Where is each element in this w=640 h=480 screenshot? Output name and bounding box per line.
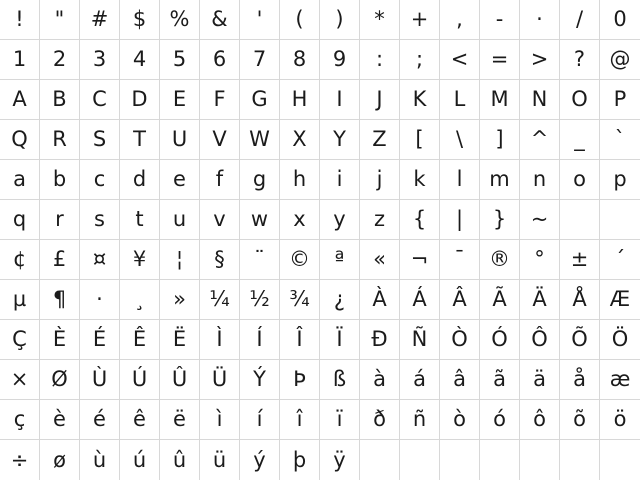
- glyph-cell: Ø: [40, 360, 80, 400]
- glyph-cell: I: [320, 80, 360, 120]
- glyph-cell: õ: [560, 400, 600, 440]
- glyph-cell: E: [160, 80, 200, 120]
- glyph-cell: ÿ: [320, 440, 360, 480]
- glyph-cell: f: [200, 160, 240, 200]
- glyph-cell: Y: [320, 120, 360, 160]
- glyph-cell: $: [120, 0, 160, 40]
- glyph-cell: ä: [520, 360, 560, 400]
- glyph-cell: h: [280, 160, 320, 200]
- glyph-cell: ò: [440, 400, 480, 440]
- glyph-cell: à: [360, 360, 400, 400]
- glyph-cell: C: [80, 80, 120, 120]
- glyph-cell: g: [240, 160, 280, 200]
- glyph-cell: #: [80, 0, 120, 40]
- glyph-cell: Û: [160, 360, 200, 400]
- glyph-cell: b: [40, 160, 80, 200]
- glyph-cell: c: [80, 160, 120, 200]
- glyph-cell: å: [560, 360, 600, 400]
- glyph-cell: ã: [480, 360, 520, 400]
- glyph-cell: Á: [400, 280, 440, 320]
- glyph-cell: û: [160, 440, 200, 480]
- glyph-cell: Ý: [240, 360, 280, 400]
- glyph-cell-empty: [520, 440, 560, 480]
- glyph-cell: Ê: [120, 320, 160, 360]
- glyph-cell: ú: [120, 440, 160, 480]
- glyph-cell: T: [120, 120, 160, 160]
- glyph-cell: È: [40, 320, 80, 360]
- glyph-cell: ·: [80, 280, 120, 320]
- glyph-cell: ·: [520, 0, 560, 40]
- glyph-cell: «: [360, 240, 400, 280]
- glyph-cell: q: [0, 200, 40, 240]
- glyph-cell: >: [520, 40, 560, 80]
- glyph-cell: ÷: [0, 440, 40, 480]
- glyph-cell: Ñ: [400, 320, 440, 360]
- glyph-cell: ¢: [0, 240, 40, 280]
- glyph-cell: Ç: [0, 320, 40, 360]
- glyph-cell: ]: [480, 120, 520, 160]
- glyph-cell: ¸: [120, 280, 160, 320]
- glyph-cell: Ä: [520, 280, 560, 320]
- glyph-cell: ?: [560, 40, 600, 80]
- glyph-cell: ý: [240, 440, 280, 480]
- glyph-cell: §: [200, 240, 240, 280]
- glyph-cell: x: [280, 200, 320, 240]
- glyph-cell: v: [200, 200, 240, 240]
- glyph-cell: 6: [200, 40, 240, 80]
- glyph-cell: L: [440, 80, 480, 120]
- glyph-cell: ð: [360, 400, 400, 440]
- glyph-cell: Ò: [440, 320, 480, 360]
- glyph-cell: 1: [0, 40, 40, 80]
- glyph-cell: 3: [80, 40, 120, 80]
- glyph-cell-empty: [400, 440, 440, 480]
- glyph-cell: :: [360, 40, 400, 80]
- glyph-cell: |: [440, 200, 480, 240]
- glyph-cell: -: [480, 0, 520, 40]
- glyph-cell: Õ: [560, 320, 600, 360]
- glyph-cell: j: [360, 160, 400, 200]
- glyph-cell: S: [80, 120, 120, 160]
- glyph-cell: ¿: [320, 280, 360, 320]
- glyph-cell: y: [320, 200, 360, 240]
- glyph-cell: ;: [400, 40, 440, 80]
- glyph-cell: 8: [280, 40, 320, 80]
- glyph-cell: Æ: [600, 280, 640, 320]
- glyph-cell: d: [120, 160, 160, 200]
- glyph-cell: ¦: [160, 240, 200, 280]
- glyph-cell: ×: [0, 360, 40, 400]
- glyph-cell: î: [280, 400, 320, 440]
- glyph-cell: °: [520, 240, 560, 280]
- glyph-cell: ù: [80, 440, 120, 480]
- glyph-cell: »: [160, 280, 200, 320]
- glyph-cell: ¤: [80, 240, 120, 280]
- glyph-cell: ,: [440, 0, 480, 40]
- glyph-cell: ~: [520, 200, 560, 240]
- glyph-cell: J: [360, 80, 400, 120]
- glyph-cell: ü: [200, 440, 240, 480]
- glyph-cell: l: [440, 160, 480, 200]
- glyph-cell: }: [480, 200, 520, 240]
- glyph-cell: ¨: [240, 240, 280, 280]
- glyph-cell-empty: [440, 440, 480, 480]
- glyph-cell: ¼: [200, 280, 240, 320]
- glyph-cell: G: [240, 80, 280, 120]
- glyph-cell: þ: [280, 440, 320, 480]
- glyph-cell: ½: [240, 280, 280, 320]
- glyph-cell: +: [400, 0, 440, 40]
- glyph-cell-empty: [480, 440, 520, 480]
- glyph-cell: t: [120, 200, 160, 240]
- glyph-cell-empty: [600, 440, 640, 480]
- glyph-cell: Q: [0, 120, 40, 160]
- glyph-cell: s: [80, 200, 120, 240]
- glyph-cell: %: [160, 0, 200, 40]
- glyph-cell: M: [480, 80, 520, 120]
- glyph-cell: =: [480, 40, 520, 80]
- glyph-cell: e: [160, 160, 200, 200]
- glyph-cell: µ: [0, 280, 40, 320]
- glyph-cell: £: [40, 240, 80, 280]
- glyph-cell: Z: [360, 120, 400, 160]
- glyph-cell: B: [40, 80, 80, 120]
- glyph-cell: \: [440, 120, 480, 160]
- glyph-cell: a: [0, 160, 40, 200]
- glyph-cell: â: [440, 360, 480, 400]
- glyph-cell: ì: [200, 400, 240, 440]
- glyph-cell: ¬: [400, 240, 440, 280]
- glyph-cell: 4: [120, 40, 160, 80]
- glyph-cell: ª: [320, 240, 360, 280]
- glyph-cell: è: [40, 400, 80, 440]
- glyph-cell: [: [400, 120, 440, 160]
- glyph-cell: á: [400, 360, 440, 400]
- glyph-cell: H: [280, 80, 320, 120]
- glyph-cell: P: [600, 80, 640, 120]
- glyph-cell: u: [160, 200, 200, 240]
- glyph-cell: R: [40, 120, 80, 160]
- glyph-cell: Í: [240, 320, 280, 360]
- glyph-cell: Ð: [360, 320, 400, 360]
- glyph-cell: É: [80, 320, 120, 360]
- glyph-cell: K: [400, 80, 440, 120]
- glyph-cell: D: [120, 80, 160, 120]
- glyph-cell: m: [480, 160, 520, 200]
- glyph-cell: Ì: [200, 320, 240, 360]
- glyph-cell: {: [400, 200, 440, 240]
- glyph-cell: z: [360, 200, 400, 240]
- glyph-cell: ¶: [40, 280, 80, 320]
- glyph-cell-empty: [600, 200, 640, 240]
- glyph-cell: 7: [240, 40, 280, 80]
- glyph-cell-empty: [560, 200, 600, 240]
- glyph-cell: `: [600, 120, 640, 160]
- glyph-cell: Ó: [480, 320, 520, 360]
- glyph-cell: ¯: [440, 240, 480, 280]
- glyph-cell: o: [560, 160, 600, 200]
- glyph-cell: é: [80, 400, 120, 440]
- glyph-cell: (: [280, 0, 320, 40]
- glyph-cell: <: [440, 40, 480, 80]
- glyph-cell: @: [600, 40, 640, 80]
- glyph-cell: Ã: [480, 280, 520, 320]
- glyph-cell: ±: [560, 240, 600, 280]
- glyph-cell-empty: [560, 440, 600, 480]
- glyph-cell: ´: [600, 240, 640, 280]
- glyph-cell: Ú: [120, 360, 160, 400]
- glyph-cell: 5: [160, 40, 200, 80]
- glyph-cell: ç: [0, 400, 40, 440]
- glyph-cell: i: [320, 160, 360, 200]
- glyph-cell: *: [360, 0, 400, 40]
- glyph-cell: O: [560, 80, 600, 120]
- glyph-cell: ®: [480, 240, 520, 280]
- glyph-cell: W: [240, 120, 280, 160]
- glyph-cell: N: [520, 80, 560, 120]
- glyph-cell: A: [0, 80, 40, 120]
- glyph-cell: ©: [280, 240, 320, 280]
- glyph-cell: Ù: [80, 360, 120, 400]
- glyph-cell: Î: [280, 320, 320, 360]
- glyph-cell: ï: [320, 400, 360, 440]
- glyph-cell: ^: [520, 120, 560, 160]
- glyph-cell: r: [40, 200, 80, 240]
- glyph-cell: &: [200, 0, 240, 40]
- glyph-cell: ö: [600, 400, 640, 440]
- glyph-cell: ¾: [280, 280, 320, 320]
- glyph-cell: 0: [600, 0, 640, 40]
- glyph-cell: ': [240, 0, 280, 40]
- glyph-cell: U: [160, 120, 200, 160]
- glyph-cell: /: [560, 0, 600, 40]
- glyph-cell: ê: [120, 400, 160, 440]
- glyph-cell: n: [520, 160, 560, 200]
- glyph-cell: ß: [320, 360, 360, 400]
- glyph-cell: X: [280, 120, 320, 160]
- glyph-cell: Ü: [200, 360, 240, 400]
- glyph-cell: k: [400, 160, 440, 200]
- glyph-cell: í: [240, 400, 280, 440]
- glyph-cell: _: [560, 120, 600, 160]
- glyph-cell: À: [360, 280, 400, 320]
- glyph-cell: !: [0, 0, 40, 40]
- glyph-cell: Â: [440, 280, 480, 320]
- glyph-cell: Ï: [320, 320, 360, 360]
- glyph-cell: w: [240, 200, 280, 240]
- glyph-cell: ": [40, 0, 80, 40]
- glyph-cell: æ: [600, 360, 640, 400]
- glyph-cell: V: [200, 120, 240, 160]
- glyph-cell: 9: [320, 40, 360, 80]
- glyph-cell: Þ: [280, 360, 320, 400]
- glyph-cell: ñ: [400, 400, 440, 440]
- glyph-cell: Å: [560, 280, 600, 320]
- glyph-cell: ¥: [120, 240, 160, 280]
- glyph-cell: 2: [40, 40, 80, 80]
- glyph-cell: Ë: [160, 320, 200, 360]
- glyph-cell: ë: [160, 400, 200, 440]
- glyph-cell: ô: [520, 400, 560, 440]
- glyph-cell: F: [200, 80, 240, 120]
- glyph-cell-empty: [360, 440, 400, 480]
- glyph-cell: ó: [480, 400, 520, 440]
- glyph-cell: Ö: [600, 320, 640, 360]
- glyph-cell: ): [320, 0, 360, 40]
- glyph-cell: p: [600, 160, 640, 200]
- glyph-cell: ø: [40, 440, 80, 480]
- glyph-cell: Ô: [520, 320, 560, 360]
